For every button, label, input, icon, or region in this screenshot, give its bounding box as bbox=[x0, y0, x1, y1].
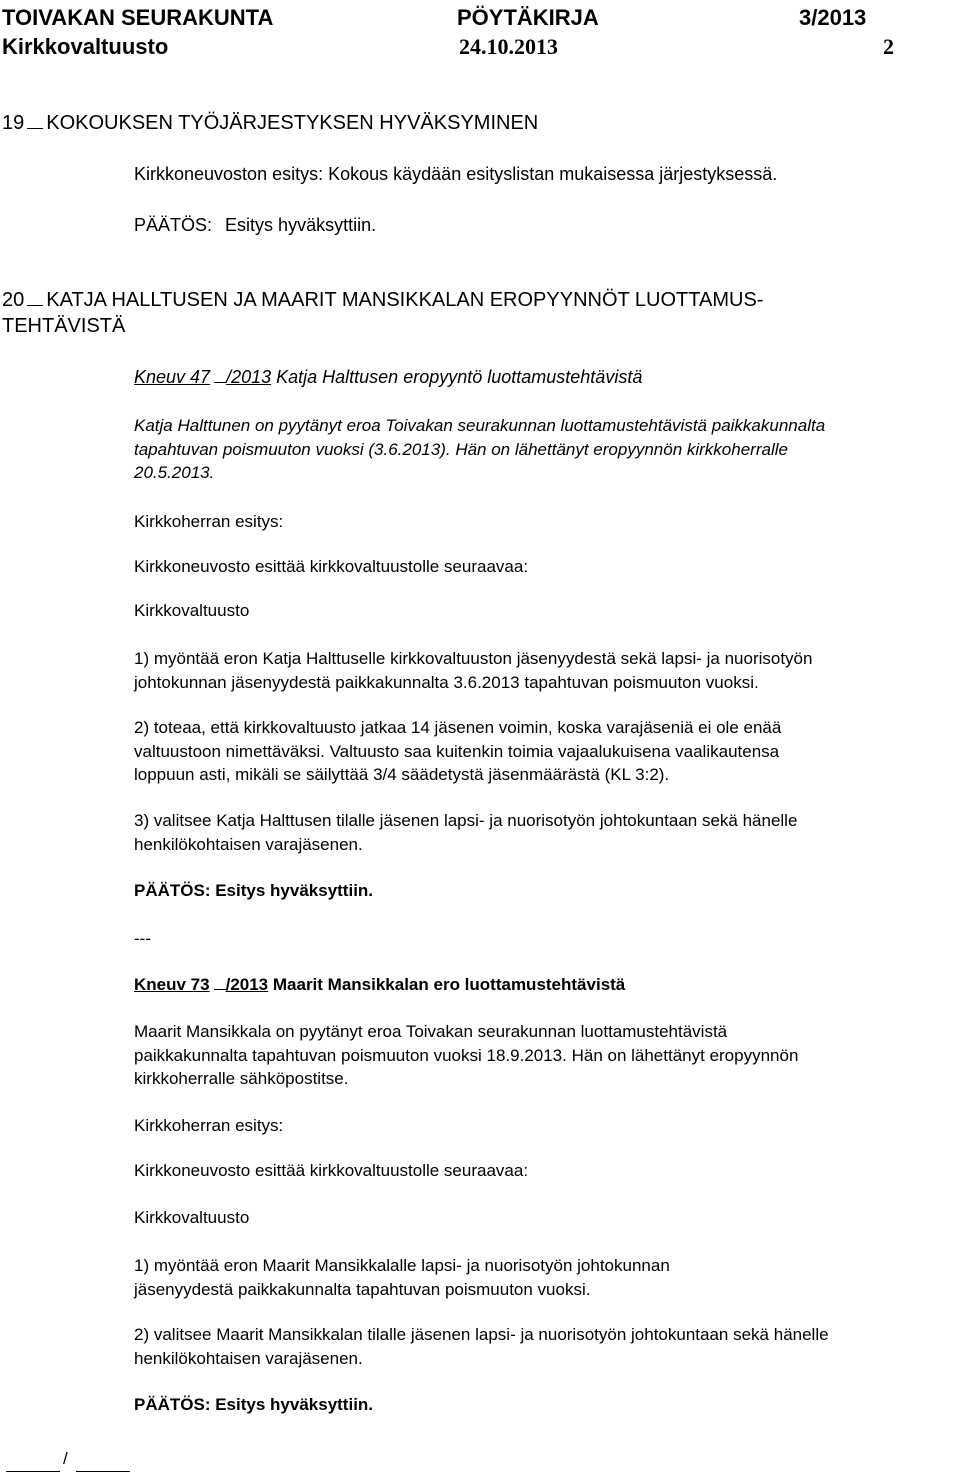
case-a-point-1 bbox=[134, 647, 812, 694]
case-b-vicar-label: Kirkkoherran esitys: bbox=[134, 1116, 284, 1135]
point-line: 1) myöntää eron Maarit Mansikkalalle lapsi- ja nuorisotyön johtokunnan bbox=[134, 1256, 670, 1275]
case-b-point-1 bbox=[134, 1254, 670, 1301]
item-19-number: 19 bbox=[2, 112, 25, 134]
number-gap-line bbox=[27, 127, 43, 129]
page-number: 2 bbox=[883, 34, 894, 59]
point-line: johtokunnan jäsenyydestä paikkakunnalta 3.6.2013 tapahtuvan poismuuton vuoksi. bbox=[134, 672, 759, 692]
item-19-title: KOKOUKSEN TYÖJÄRJESTYKSEN HYVÄKSYMINEN bbox=[46, 112, 539, 134]
case-a-council-line: Kirkkoneuvosto esittää kirkkovaltuustolle seuraavaa: bbox=[134, 557, 529, 576]
ref-gap-line bbox=[214, 381, 226, 383]
case-a-decision: PÄÄTÖS: Esitys hyväksyttiin. bbox=[134, 881, 374, 900]
point-line: loppuun asti, mikäli se säilyttää 3/4 säädetystä jäsenmäärästä (KL 3:2). bbox=[134, 765, 670, 784]
case-b-point-2 bbox=[134, 1323, 829, 1370]
case-a-point-3 bbox=[134, 809, 797, 856]
case-a-ref-suffix: /2013 bbox=[226, 367, 272, 387]
case-a-ref-prefix: Kneuv 47 bbox=[134, 367, 211, 387]
doc-type: PÖYTÄKIRJA bbox=[457, 5, 599, 30]
case-b-council-line: Kirkkoneuvosto esittää kirkkovaltuustolle seuraavaa: bbox=[134, 1161, 529, 1180]
point-line: henkilökohtaisen varajäsenen. bbox=[134, 834, 363, 854]
meeting-date: 24.10.2013 bbox=[459, 34, 558, 59]
proposal-text: Kokous käydään esityslistan mukaisessa järjestyksessä. bbox=[328, 164, 778, 184]
case-b-body-line: kirkkoherralle sähköpostitse. bbox=[134, 1069, 349, 1088]
case-a-assembly: Kirkkovaltuusto bbox=[134, 601, 250, 620]
point-line: henkilökohtaisen varajäsenen. bbox=[134, 1348, 363, 1368]
point-line: 3) valitsee Katja Halttusen tilalle jäsenen lapsi- ja nuorisotyön johtokuntaan sekä hänelle bbox=[134, 811, 798, 830]
decision-label: PÄÄTÖS: bbox=[134, 215, 213, 235]
initials-separator: / bbox=[63, 1449, 68, 1468]
case-a-point-2 bbox=[134, 716, 781, 787]
case-b-ref-prefix: Kneuv 73 bbox=[134, 975, 210, 994]
case-b-decision: PÄÄTÖS: Esitys hyväksyttiin. bbox=[134, 1395, 374, 1414]
doc-number: 3/2013 bbox=[799, 5, 867, 30]
item-19-proposal bbox=[134, 163, 777, 187]
decision-text: Esitys hyväksyttiin. bbox=[225, 215, 377, 235]
point-line: 1) myöntää eron Katja Halttuselle kirkkovaltuuston jäsenyydestä sekä lapsi- ja nuorisotyön bbox=[134, 649, 813, 668]
item-19-decision bbox=[134, 214, 376, 238]
section-separator: --- bbox=[134, 929, 151, 948]
point-line: valtuustoon nimettäväksi. Valtuusto saa kuitenkin toimia vajaalukuisena vaalikautensa bbox=[134, 741, 780, 761]
case-a-vicar-label: Kirkkoherran esitys: bbox=[134, 512, 284, 531]
case-a-body-line: tapahtuvan poismuuton vuoksi (3.6.2013). Hän on lähettänyt eropyynnön kirkkoherralle bbox=[134, 439, 788, 459]
case-b-body-line: paikkakunnalta tapahtuvan poismuuton vuoksi 18.9.2013. Hän on lähettänyt eropyynnön bbox=[134, 1045, 799, 1065]
item-19-heading bbox=[2, 112, 538, 135]
body-name: Kirkkovaltuusto bbox=[2, 34, 169, 59]
case-a-body-line: Katja Halttunen on pyytänyt eroa Toivakan seurakunnan luottamustehtävistä paikkakunnalta bbox=[134, 416, 826, 435]
proposal-label: Kirkkoneuvoston esitys: bbox=[134, 164, 324, 184]
case-b-ref-title: Maarit Mansikkalan ero luottamustehtävistä bbox=[272, 975, 626, 994]
case-b-assembly: Kirkkovaltuusto bbox=[134, 1208, 250, 1227]
case-a-body bbox=[134, 414, 825, 485]
org-name: TOIVAKAN SEURAKUNTA bbox=[2, 5, 274, 30]
item-20-title-line2: TEHTÄVISTÄ bbox=[2, 315, 126, 337]
initials-line-left bbox=[6, 1471, 60, 1472]
case-b-body bbox=[134, 1020, 798, 1091]
item-20-title-line1: KATJA HALLTUSEN JA MAARIT MANSIKKALAN EROPYYNNÖT LUOTTAMUS- bbox=[46, 289, 764, 311]
point-line: 2) valitsee Maarit Mansikkalan tilalle jäsenen lapsi- ja nuorisotyön johtokuntaan sekä hänelle bbox=[134, 1325, 829, 1344]
case-a-ref-title: Katja Halttusen eropyyntö luottamustehtävistä bbox=[276, 367, 643, 387]
point-line: jäsenyydestä paikkakunnalta tapahtuvan poismuuton vuoksi. bbox=[134, 1279, 591, 1299]
item-20-heading bbox=[2, 289, 763, 312]
case-a-body-line: 20.5.2013. bbox=[134, 463, 215, 482]
number-gap-line bbox=[27, 304, 43, 306]
ref-gap-line bbox=[214, 988, 226, 990]
case-b-body-line: Maarit Mansikkala on pyytänyt eroa Toivakan seurakunnan luottamustehtävistä bbox=[134, 1022, 728, 1041]
case-b-reference bbox=[134, 973, 625, 997]
item-20-number: 20 bbox=[2, 289, 25, 311]
case-b-ref-suffix: /2013 bbox=[225, 975, 269, 994]
case-a-reference bbox=[134, 366, 642, 390]
point-line: 2) toteaa, että kirkkovaltuusto jatkaa 14 jäsenen voimin, koska varajäseniä ei ole enää bbox=[134, 718, 782, 737]
initials-line-right bbox=[76, 1471, 130, 1472]
